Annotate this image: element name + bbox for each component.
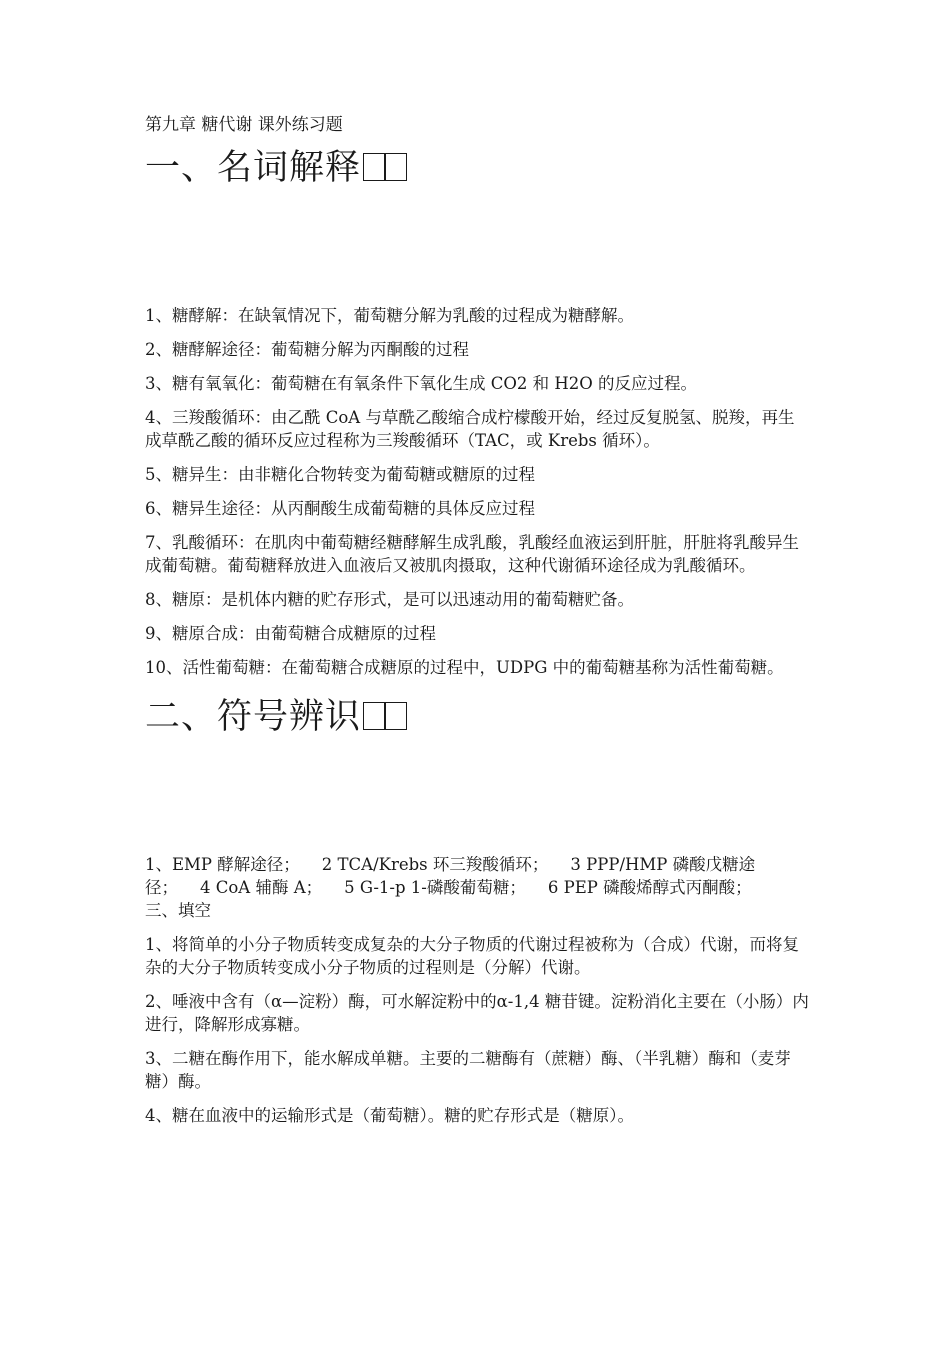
definitions-list <box>145 304 810 679</box>
fill-in-list <box>145 933 810 1127</box>
symbol-item-3: 3 PPP/HMP 磷酸戊糖途径； <box>145 855 756 897</box>
fill-in-item-1: 1、将简单的小分子物质转变成复杂的大分子物质的代谢过程被称为（合成）代谢，而将复杂的大分子物质转变成小分子物质的过程则是（分解）代谢。 <box>145 935 799 977</box>
fill-in-item-4: 4、糖在血液中的运输形式是（葡萄糖）。糖的贮存形式是（糖原）。 <box>145 1106 634 1125</box>
definition-item-2: 2、糖酵解途径：葡萄糖分解为丙酮酸的过程 <box>145 340 469 359</box>
definition-item-7: 7、乳酸循环：在肌肉中葡萄糖经糖酵解生成乳酸，乳酸经血液运到肝脏，肝脏将乳酸异生成葡萄糖。葡萄糖释放进入血液后又被肌肉摄取，这种代谢循环途径成为乳酸循环。 <box>145 533 799 575</box>
symbol-item-2: 2 TCA/Krebs 环三羧酸循环； <box>321 855 549 874</box>
spacer <box>145 741 810 853</box>
section-heading-definitions <box>145 144 810 192</box>
definition-item-9: 9、糖原合成：由葡萄糖合成糖原的过程 <box>145 624 436 643</box>
missing-glyph-box-icon <box>385 153 407 181</box>
section-heading-symbols <box>145 693 810 741</box>
section-heading-symbols-text: 二、符号辨识 <box>145 697 362 737</box>
section-heading-definitions-text: 一、名词解释 <box>145 148 362 188</box>
symbols-list <box>145 853 810 899</box>
missing-glyph-box-icon <box>363 702 385 730</box>
definition-item-8: 8、糖原：是机体内糖的贮存形式，是可以迅速动用的葡萄糖贮备。 <box>145 590 634 609</box>
definition-item-3: 3、糖有氧氧化：葡萄糖在有氧条件下氧化生成 CO2 和 H2O 的反应过程。 <box>145 374 698 393</box>
definition-item-1: 1、糖酵解：在缺氧情况下，葡萄糖分解为乳酸的过程成为糖酵解。 <box>145 306 634 325</box>
missing-glyph-box-icon <box>385 702 407 730</box>
definition-item-4: 4、三羧酸循环：由乙酰 CoA 与草酰乙酸缩合成柠檬酸开始，经过反复脱氢、脱羧，再生成草酰乙酸的循环反应过程称为三羧酸循环（TAC，或 Krebs 循环）。 <box>145 408 795 450</box>
symbol-item-5: 5 G-1-p 1-磷酸葡萄糖； <box>344 878 526 897</box>
document-page <box>145 112 810 1138</box>
definition-item-5: 5、糖异生：由非糖化合物转变为葡萄糖或糖原的过程 <box>145 465 535 484</box>
spacer <box>145 192 810 304</box>
section-heading-fill-in: 三、填空 <box>145 901 211 920</box>
symbol-item-1: 1、EMP 酵解途径； <box>145 855 300 874</box>
definition-item-10: 10、活性葡萄糖：在葡萄糖合成糖原的过程中，UDPG 中的葡萄糖基称为活性葡萄糖。 <box>145 658 784 677</box>
definition-item-6: 6、糖异生途径：从丙酮酸生成葡萄糖的具体反应过程 <box>145 499 535 518</box>
fill-in-item-3: 3、二糖在酶作用下，能水解成单糖。主要的二糖酶有（蔗糖）酶、（半乳糖）酶和（麦芽糖）酶。 <box>145 1049 791 1091</box>
missing-glyph-box-icon <box>363 153 385 181</box>
chapter-title: 第九章 糖代谢 课外练习题 <box>145 115 343 135</box>
symbol-item-4: 4 CoA 辅酶 A； <box>200 878 323 897</box>
fill-in-item-2: 2、唾液中含有（α—淀粉）酶，可水解淀粉中的α-1,4 糖苷键。淀粉消化主要在（小肠）内进行，降解形成寡糖。 <box>145 992 809 1034</box>
symbol-item-6: 6 PEP 磷酸烯醇式丙酮酸； <box>547 878 752 897</box>
